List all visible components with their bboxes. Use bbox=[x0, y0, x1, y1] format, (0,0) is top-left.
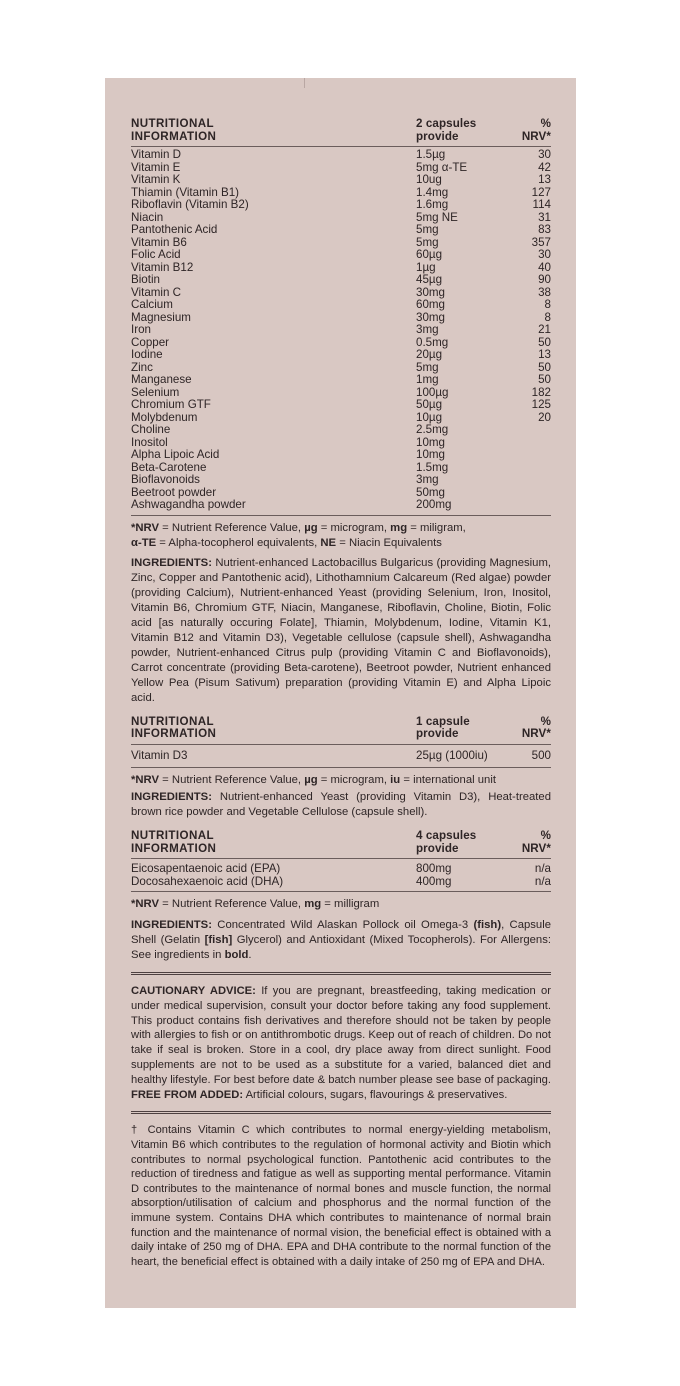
nutrient-nrv bbox=[491, 437, 551, 450]
nutrient-nrv: 50 bbox=[538, 373, 551, 386]
header-amount: 1 capsule provide bbox=[416, 714, 470, 740]
nutrition-table-2 bbox=[131, 716, 551, 821]
nutrient-name: Pantothenic Acid bbox=[131, 223, 218, 236]
nutrient-amount: 3mg bbox=[416, 473, 439, 486]
nutrient-nrv: n/a bbox=[534, 874, 551, 888]
nutrient-amount: 800mg bbox=[416, 862, 452, 875]
nrv-note: *NRV = Nutrient Reference Value, µg = microgram, iu = international unit bbox=[131, 774, 496, 786]
nutrient-nrv: 8 bbox=[544, 298, 551, 311]
nutrient-name: Beetroot powder bbox=[131, 485, 217, 499]
nutrition-table-1 bbox=[131, 118, 551, 706]
table-row bbox=[131, 412, 551, 425]
divider bbox=[131, 972, 551, 975]
nutrient-amount: 25µg (1000iu) bbox=[416, 748, 488, 762]
table-row bbox=[131, 274, 551, 287]
header-label: NUTRITIONAL INFORMATION bbox=[131, 117, 217, 143]
nutrient-name: Chromium GTF bbox=[131, 398, 211, 411]
nutrient-nrv bbox=[491, 449, 551, 462]
nutrient-name: Biotin bbox=[131, 273, 161, 286]
nutrient-nrv: 8 bbox=[544, 310, 551, 324]
nutrient-name: Niacin bbox=[131, 210, 164, 224]
nutrient-amount: 30mg bbox=[416, 310, 446, 324]
nutrient-nrv: 13 bbox=[538, 173, 551, 186]
nutrient-amount: 10µg bbox=[416, 410, 443, 424]
table-row bbox=[131, 863, 551, 876]
cautionary-advice: CAUTIONARY ADVICE: If you are pregnant, breastfeeding, taking medication or under medical supervision, consult your doctor before taking any food supplement. This product contains fish derivatives and therefore should not be taken by people with allergies to fish or on antithrombotic drugs. Keep out of reach of children. Do not take if seal is broken. Store in a cool, dry place away from direct sunlight. Food supplements are not to be used as a substitute for a varied, balanced diet and healthy lifestyle. For best before date & batch number please see base of packaging. FREE FROM ADDED: Artificial colours, sugars, flavourings & preservatives. bbox=[131, 985, 551, 1101]
table-row bbox=[131, 374, 551, 387]
table-row bbox=[131, 499, 551, 512]
table-row bbox=[131, 362, 551, 375]
table-row bbox=[131, 174, 551, 187]
nutrient-name: Beta-Carotene bbox=[131, 460, 207, 474]
nutrient-amount: 1µg bbox=[416, 260, 436, 274]
nutrient-name: Thiamin (Vitamin B1) bbox=[131, 185, 240, 199]
header-label: NUTRITIONAL INFORMATION bbox=[131, 714, 217, 740]
table-body bbox=[131, 745, 551, 769]
nutrient-amount: 1.5mg bbox=[416, 460, 449, 474]
nutrient-name: Selenium bbox=[131, 385, 180, 399]
nutrient-amount: 20µg bbox=[416, 348, 443, 361]
nutrient-nrv: 30 bbox=[538, 248, 551, 261]
nutrient-amount: 60mg bbox=[416, 298, 446, 311]
table-row bbox=[131, 750, 551, 763]
nutrient-name: Zinc bbox=[131, 360, 153, 374]
nutrient-name: Magnesium bbox=[131, 310, 191, 324]
nutrient-name: Eicosapentaenoic acid (EPA) bbox=[131, 862, 281, 875]
table-header bbox=[131, 830, 551, 858]
nutrient-name: Folic Acid bbox=[131, 248, 181, 261]
nutrient-amount: 1.4mg bbox=[416, 185, 449, 199]
nutrient-nrv: 90 bbox=[538, 273, 551, 286]
nutrient-amount: 2.5mg bbox=[416, 423, 449, 436]
table-row bbox=[131, 237, 551, 250]
nutrient-amount: 5mg NE bbox=[416, 210, 458, 224]
table-row bbox=[131, 199, 551, 212]
table-row bbox=[131, 337, 551, 350]
nutrient-amount: 0.5mg bbox=[416, 335, 449, 349]
nutrient-nrv bbox=[491, 462, 551, 475]
nutrient-amount: 200mg bbox=[416, 498, 452, 511]
nutrient-amount: 45µg bbox=[416, 273, 443, 286]
nutrient-nrv: 42 bbox=[538, 160, 551, 174]
nutrient-nrv: 30 bbox=[538, 148, 551, 161]
nutrient-name: Vitamin D bbox=[131, 148, 182, 161]
nutrient-amount: 10mg bbox=[416, 448, 446, 461]
nutrient-name: Molybdenum bbox=[131, 410, 198, 424]
table-row bbox=[131, 299, 551, 312]
nutrient-name: Iron bbox=[131, 323, 151, 336]
header-amount: 4 capsules provide bbox=[416, 829, 477, 855]
table-row bbox=[131, 324, 551, 337]
nrv-note: *NRV = Nutrient Reference Value, µg = microgram, mg = miligram, α-TE = Alpha-tocopherol equivalents, NE = Niacin Equivalents bbox=[131, 521, 466, 549]
table-row bbox=[131, 249, 551, 262]
nutrient-nrv: 83 bbox=[538, 223, 551, 236]
nutrition-label-panel bbox=[105, 78, 576, 1308]
nutrient-nrv: 127 bbox=[531, 185, 551, 199]
nutrient-nrv bbox=[491, 474, 551, 487]
nutrient-nrv: 357 bbox=[531, 235, 551, 249]
nutrient-name: Vitamin D3 bbox=[131, 748, 188, 762]
nutrient-name: Bioflavonoids bbox=[131, 473, 200, 486]
nutrient-name: Iodine bbox=[131, 348, 163, 361]
header-nrv: % NRV* bbox=[521, 714, 551, 740]
nutrient-amount: 5mg α-TE bbox=[416, 160, 468, 174]
nutrient-nrv: 500 bbox=[531, 748, 551, 762]
nutrient-nrv: 50 bbox=[538, 335, 551, 349]
header-nrv: % NRV* bbox=[521, 829, 551, 855]
nutrient-name: Alpha Lipoic Acid bbox=[131, 448, 220, 461]
nutrient-nrv: 40 bbox=[538, 260, 551, 274]
nutrient-nrv: 50 bbox=[538, 360, 551, 374]
nutrient-amount: 10ug bbox=[416, 173, 442, 186]
nutrient-nrv bbox=[491, 499, 551, 512]
nutrient-amount: 1.5µg bbox=[416, 148, 446, 161]
nutrient-nrv: 182 bbox=[531, 385, 551, 399]
nutrient-amount: 5mg bbox=[416, 360, 439, 374]
nutrient-nrv: 114 bbox=[532, 198, 551, 211]
table-row bbox=[131, 149, 551, 162]
table-row bbox=[131, 474, 551, 487]
table-row bbox=[131, 876, 551, 889]
nutrient-name: Riboflavin (Vitamin B2) bbox=[131, 198, 249, 211]
nutrient-amount: 1mg bbox=[416, 373, 439, 386]
nutrient-name: Vitamin K bbox=[131, 173, 181, 186]
nutrient-amount: 1.6mg bbox=[416, 198, 449, 211]
nutrient-name: Vitamin C bbox=[131, 285, 182, 299]
nutrient-amount: 3mg bbox=[416, 323, 439, 336]
nutrient-amount: 50µg bbox=[416, 398, 443, 411]
table-row bbox=[131, 162, 551, 175]
ingredients: INGREDIENTS: Nutrient-enhanced Lactobacillus Bulgaricus (providing Magnesium, Zinc, Copper and Pantothenic acid), Lithothamnium Calcareum (Red algae) powder (providing Calcium), Nutrient-enhanced Yeast (providing Selenium, Iron, Inositol, Vitamin B6, Chromium GTF, Niacin, Manganese, Riboflavin, Choline, Biotin, Folic acid [as naturally occuring Folate], Thiamin, Molybdenum, Iodine, Vitamin K1, Vitamin B12 and Vitamin D3), Vegetable cellulose (capsule shell), Ashwagandha powder, Nutrient-enhanced Citrus pulp (providing Vitamin C and Bioflavonoids), Carrot concentrate (providing Beta-carotene), Beetroot powder, Nutrient enhanced Yellow Pea (Pisum Sativum) preparation (providing Vitamin E) and Alpha Lipoic acid. bbox=[131, 556, 551, 704]
nutrient-nrv bbox=[491, 487, 551, 500]
nutrient-name: Calcium bbox=[131, 298, 173, 311]
header-label: NUTRITIONAL INFORMATION bbox=[131, 829, 217, 855]
nutrient-nrv: 38 bbox=[538, 285, 551, 299]
table-row bbox=[131, 399, 551, 412]
table-row bbox=[131, 262, 551, 275]
nutrient-nrv: n/a bbox=[534, 862, 551, 875]
nutrient-name: Manganese bbox=[131, 373, 192, 386]
table-row bbox=[131, 449, 551, 462]
header-amount: 2 capsules provide bbox=[416, 117, 477, 143]
nutrient-amount: 5mg bbox=[416, 223, 439, 236]
health-claims: † Contains Vitamin C which contributes to normal energy-yielding metabolism, Vitamin B6 which contributes to the regulation of hormonal activity and Biotin which contributes to normal psychological function. Pantothenic acid contributes to the reduction of tiredness and fatigue as well as supporting mental performance. Vitamin D contributes to the maintenance of normal bones and muscle function, the normal absorption/utilisation of calcium and phosphorus and the normal function of the immune system. Contains DHA which contributes to maintenance of normal brain function and the maintenance of normal vision, the beneficial effect is obtained with a daily intake of 250 mg of DHA. EPA and DHA contribute to the normal function of the heart, the beneficial effect is obtained with a daily intake of 250 mg of EPA and DHA. bbox=[131, 1124, 551, 1268]
nutrient-nrv: 13 bbox=[538, 348, 551, 361]
nutrient-name: Inositol bbox=[131, 435, 168, 449]
nutrient-name: Docosahexaenoic acid (DHA) bbox=[131, 874, 284, 888]
nutrient-name: Vitamin E bbox=[131, 160, 181, 174]
table-body bbox=[131, 147, 551, 516]
nutrient-nrv: 21 bbox=[538, 323, 551, 336]
table-body bbox=[131, 859, 551, 892]
nrv-note: *NRV = Nutrient Reference Value, mg = milligram bbox=[131, 898, 380, 910]
nutrient-amount: 100µg bbox=[416, 385, 449, 399]
nutrient-name: Choline bbox=[131, 423, 171, 436]
nutrient-nrv: 20 bbox=[538, 410, 551, 424]
nutrition-table-3 bbox=[131, 830, 551, 963]
table-row bbox=[131, 349, 551, 362]
nutrient-name: Ashwagandha powder bbox=[131, 498, 246, 511]
nutrient-amount: 10mg bbox=[416, 435, 446, 449]
nutrient-amount: 5mg bbox=[416, 235, 439, 249]
table-header bbox=[131, 118, 551, 146]
header-nrv: % NRV* bbox=[521, 117, 551, 143]
nutrient-amount: 30mg bbox=[416, 285, 446, 299]
nutrient-amount: 50mg bbox=[416, 485, 446, 499]
ingredients: INGREDIENTS: Concentrated Wild Alaskan Pollock oil Omega-3 (fish), Capsule Shell (Gelatin [fish] Glycerol) and Antioxidant (Mixed Tocopherols). For Allergens: See ingredients in bold. bbox=[131, 919, 551, 961]
table-header bbox=[131, 716, 551, 744]
nutrient-nrv: 125 bbox=[531, 398, 551, 411]
table-row bbox=[131, 224, 551, 237]
nutrient-nrv bbox=[491, 424, 551, 437]
panel-edge-mark bbox=[304, 78, 305, 88]
divider bbox=[131, 1111, 551, 1114]
ingredients: INGREDIENTS: Nutrient-enhanced Yeast (providing Vitamin D3), Heat-treated brown rice powder and Vegetable Cellulose (capsule shell). bbox=[131, 791, 551, 818]
nutrient-name: Vitamin B12 bbox=[131, 260, 194, 274]
table-row bbox=[131, 424, 551, 437]
nutrient-name: Vitamin B6 bbox=[131, 235, 187, 249]
nutrient-amount: 60µg bbox=[416, 248, 443, 261]
table-row bbox=[131, 312, 551, 325]
nutrient-nrv: 31 bbox=[538, 210, 551, 224]
nutrient-amount: 400mg bbox=[416, 874, 452, 888]
nutrient-name: Copper bbox=[131, 335, 170, 349]
table-row bbox=[131, 287, 551, 300]
